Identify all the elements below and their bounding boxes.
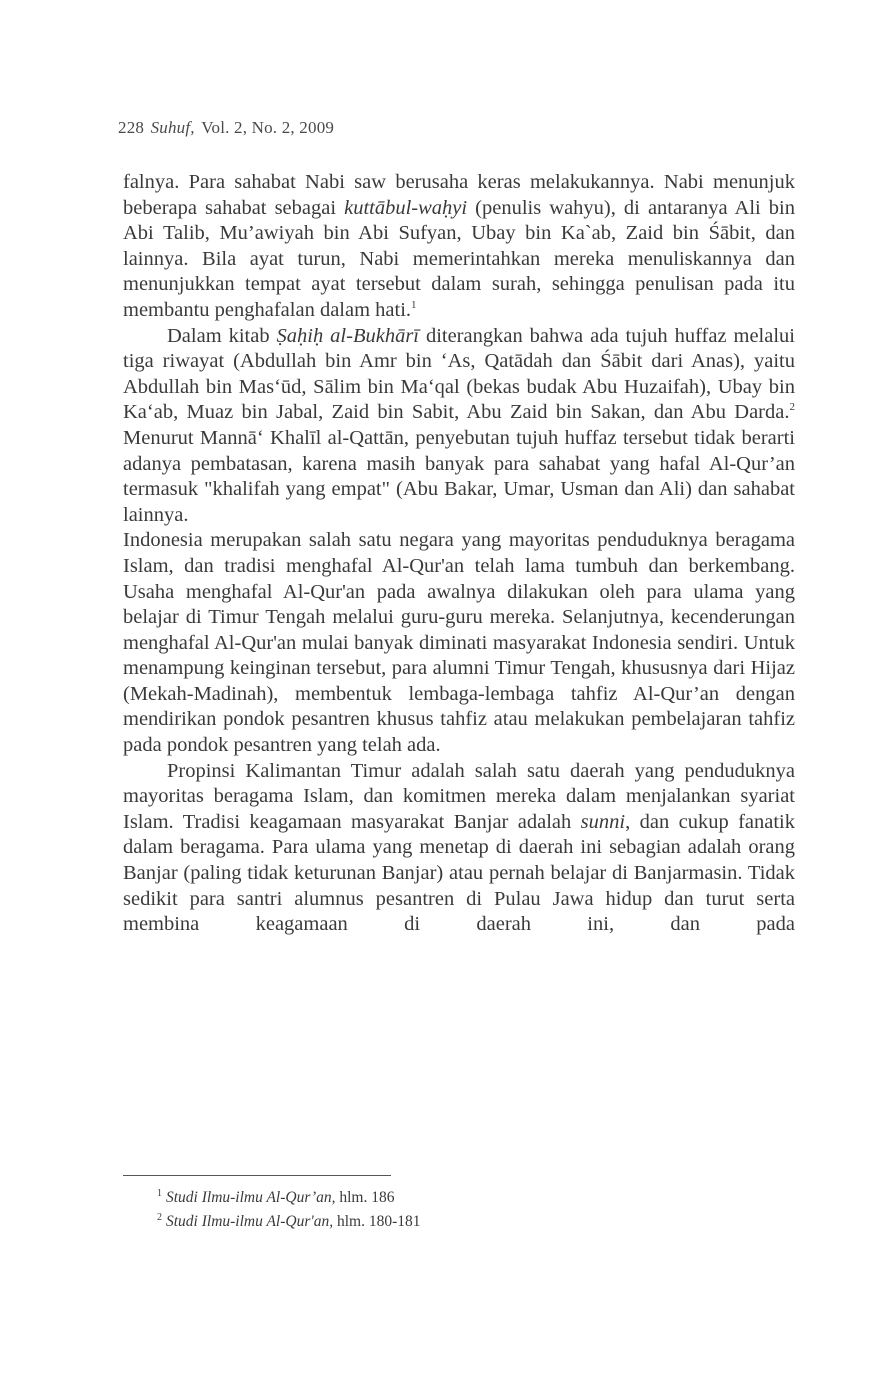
body-text [123,170,795,938]
running-head [118,118,334,138]
footnotes [157,1186,757,1234]
paragraph-1-text-a: falnya. Para sahabat Nabi saw berusaha keras melakukannya. Nabi menunjuk beberapa sahabat sebagai [123,171,795,219]
paragraph-4-italic: sunni [580,810,626,833]
page-number: 228 [118,118,145,137]
footnote-1 [157,1186,757,1210]
footnote-title: Studi Ilmu-ilmu Al-Qur'an, [166,1213,334,1230]
footnote-divider [123,1175,391,1176]
footnote-number: 2 [157,1212,162,1223]
volume-info: Vol. 2, No. 2, 2009 [201,118,335,137]
paragraph-1-text-b: (penulis wahyu), di antaranya Ali bin Abi Talib, Mu’awiyah bin Abi Sufyan, Ubay bin Ka`ab, Zaid bin Śābit, dan lainnya. Bila ayat turun, Nabi memerintahkan mereka menuliskannya dan menunjukkan tempat ayat tersebut dalam surah, sehingga penulisan pada itu membantu penghafalan dalam hati. [123,196,795,321]
paragraph-1 [123,170,795,324]
paragraph-4 [123,759,795,938]
footnote-reference: hlm. 186 [335,1189,395,1206]
paragraph-1-italic: kuttābul-waḥyi [344,196,468,219]
paragraph-4-text-b: , dan cukup fanatik dalam beragama. Para ulama yang menetap di daerah ini sebagian adalah orang Banjar (paling tidak keturunan Banjar) atau pernah belajar di Banjarmasin. Tidak sedikit para santri alumnus pesantren di Pulau Jawa hidup dan turut serta membina keagamaan di daerah ini, dan pada [123,810,795,936]
journal-title: Suhuf, [150,118,195,137]
footnote-ref-2: 2 [789,401,795,414]
paragraph-2-text-c: Menurut Mannā‘ Khalīl al-Qattān, penyebutan tujuh huffaz tersebut tidak berarti adanya pembatasan, karena masih banyak para sahabat yang hafal Al-Qur’an termasuk "khalifah yang empat" (Abu Bakar, Umar, Usman dan Ali) dan sahabat lainnya. [123,426,795,526]
paragraph-2-text-a: Dalam kitab [167,324,277,347]
footnote-reference: hlm. 180-181 [333,1213,421,1230]
paragraph-2-text-b: diterangkan bahwa ada tujuh huffaz melalui tiga riwayat (Abdullah bin Amr bin ‘As, Qatādah dan Śābit dari Anas), yaitu Abdullah bin Mas‘ūd, Sālim bin Ma‘qal (bekas budak Abu Huzaifah), Ubay bin Ka‘ab, Muaz bin Jabal, Zaid bin Sabit, Abu Zaid bin Sakan, dan Abu Darda. [123,324,795,424]
footnote-2 [157,1210,757,1234]
paragraph-4-text-a: Propinsi Kalimantan Timur adalah salah satu daerah yang penduduknya mayoritas beragama Islam, dan komitmen mereka dalam menjalankan syariat Islam. Tradisi keagamaan masyarakat Banjar adalah [123,759,795,833]
footnote-ref-1: 1 [411,298,417,311]
paragraph-3-text: Indonesia merupakan salah satu negara yang mayoritas penduduknya beragama Islam, dan tradisi menghafal Al-Qur'an telah lama tumbuh dan berkembang. Usaha menghafal Al-Qur'an pada awalnya dilakukan oleh para ulama yang belajar di Timur Tengah melalui guru-guru mereka. Selanjutnya, kecenderungan menghafal Al-Qur'an mulai banyak diminati masyarakat Indonesia sendiri. Untuk menampung keinginan tersebut, para alumni Timur Tengah, khususnya dari Hijaz (Mekah-Madinah), membentuk lembaga-lembaga tahfiz Al-Qur’an dengan mendirikan pondok pesantren khusus tahfiz atau melakukan pembelajaran tahfiz pada pondok pesantren yang telah ada. [123,529,795,757]
paragraph-3 [123,528,795,758]
paragraph-2 [123,324,795,529]
footnote-number: 1 [157,1188,162,1199]
footnote-title: Studi Ilmu-ilmu Al-Qur’an, [166,1189,336,1206]
paragraph-2-italic: Ṣaḥiḥ al-Bukhārī [276,324,419,347]
